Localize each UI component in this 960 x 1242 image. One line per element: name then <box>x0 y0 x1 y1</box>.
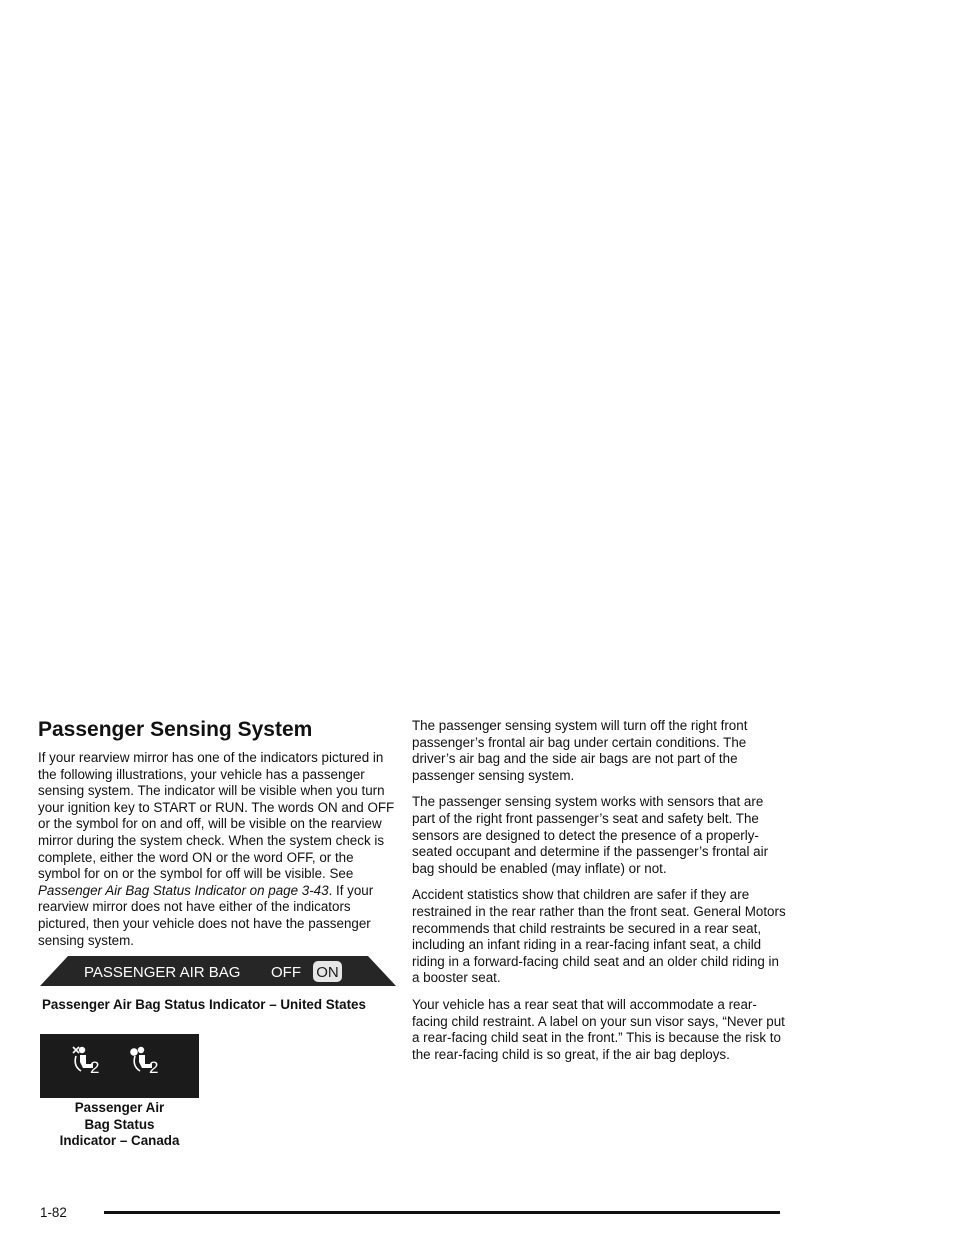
canada-caption-line: Bag Status <box>84 1116 155 1132</box>
indicator-off-text: OFF <box>271 964 301 981</box>
us-indicator-illustration <box>38 956 398 986</box>
intro-paragraph <box>38 750 398 949</box>
footer-rule <box>104 1211 780 1214</box>
on-digit: 2 <box>149 1058 159 1077</box>
body-paragraph: The passenger sensing system works with sensors that are part of the right front passenger’s seat and safety belt. The sensors are designed to detect the presence of a properly-seated occupant and determine if the passenger’s frontal air bag should be enabled (may inflate) or not. <box>412 794 769 876</box>
body-paragraph: Accident statistics show that children are safer if they are restrained in the rear rather than the front seat. General Motors recommends that child restraints be secured in a rear seat, including an infant riding in a rear-facing infant seat, a child riding in a forward-facing child seat and an older child riding in a booster seat. <box>412 887 786 986</box>
body-paragraph: Your vehicle has a rear seat that will accommodate a rear-facing child restraint. A label on your sun visor says, “Never put a rear-facing child seat in the front.” This is because the risk to the rear-facing child is so great, if the air bag deploys. <box>412 996 785 1062</box>
us-indicator-graphic <box>38 956 398 986</box>
passenger-airbag-on-icon <box>130 1047 158 1077</box>
cross-reference: Passenger Air Bag Status Indicator on page 3-43 <box>38 882 329 898</box>
passenger-airbag-off-icon <box>73 1047 99 1077</box>
canada-indicator-graphic <box>40 1034 199 1098</box>
canada-caption-line: Indicator – Canada <box>59 1133 180 1148</box>
page-number: 1-82 <box>40 1205 67 1220</box>
intro-text-before: If your rearview mirror has one of the indicators pictured in the following illustrations, your vehicle has a passenger sensing system. The indicator will be visible when you turn your ignition key to START or RUN. The words ON and OFF or the symbol for on and off, will be visible on the rearview mirror during the system check. When the system check is complete, either the word ON or the word OFF, or the symbol for on or the symbol for off will be visible. See <box>38 750 395 882</box>
canada-caption-line: Passenger Air <box>74 1100 165 1115</box>
left-column <box>38 718 398 959</box>
canada-indicator-caption <box>40 1100 199 1150</box>
intro-text-after: . If your rearview mirror does not have either of the indicators pictured, then your vehicle does not have the passenger sensing system. <box>38 882 374 948</box>
off-digit: 2 <box>90 1058 100 1077</box>
canada-indicator-illustration <box>40 1034 199 1098</box>
indicator-label: PASSENGER AIR BAG <box>84 964 241 981</box>
us-indicator-caption: Passenger Air Bag Status Indicator – United States <box>42 997 366 1012</box>
body-paragraph: The passenger sensing system will turn off the right front passenger’s frontal air bag under certain conditions. The driver’s air bag and the side air bags are not part of the passenger sensing system. <box>412 718 748 783</box>
indicator-on-text: ON <box>316 964 339 981</box>
section-title: Passenger Sensing System <box>38 718 313 741</box>
right-column <box>412 718 787 1073</box>
